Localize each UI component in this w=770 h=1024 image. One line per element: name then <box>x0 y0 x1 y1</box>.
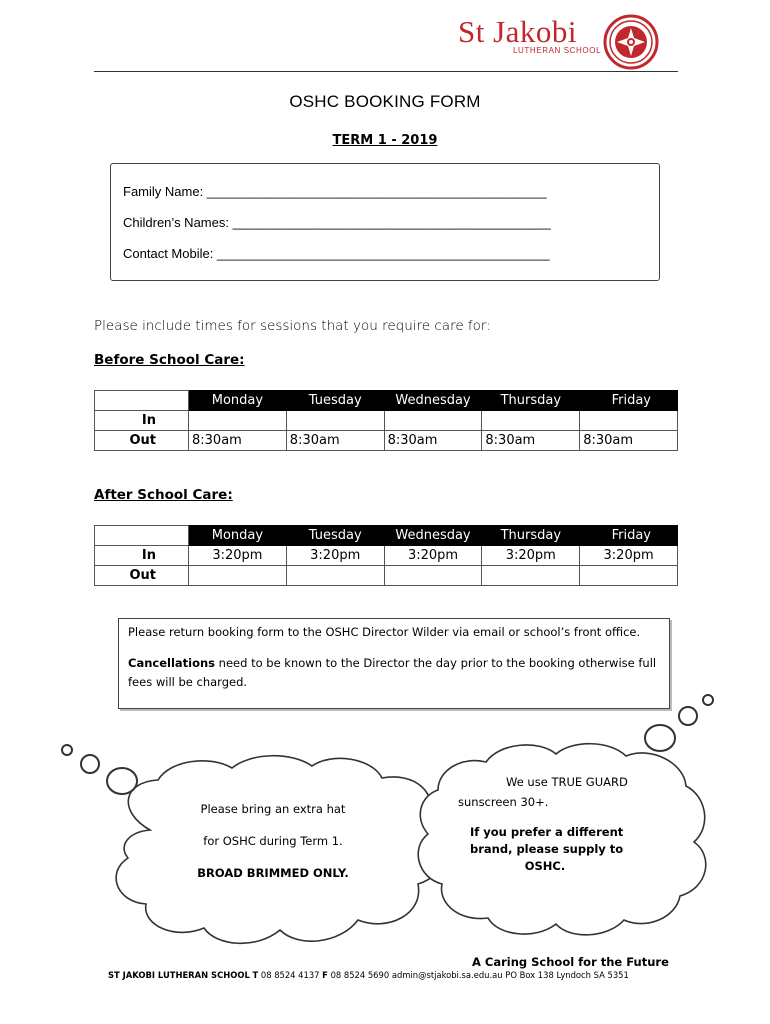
day-header: Tuesday <box>286 526 384 546</box>
before-school-title: Before School Care: <box>94 352 245 368</box>
instruction-text: Please include times for sessions that you require care for: <box>94 318 491 334</box>
contact-mobile-field[interactable]: Contact Mobile: ______________________________________________ <box>123 246 550 261</box>
return-instruction: Please return booking form to the OSHC Director Wilder via email or school’s front office. <box>128 625 641 639</box>
day-header: Monday <box>189 391 287 411</box>
time-cell[interactable]: 3:20pm <box>384 546 482 566</box>
cloud-left-line3: BROAD BRIMMED ONLY. <box>197 866 349 880</box>
time-cell[interactable]: 8:30am <box>384 431 482 451</box>
school-tagline: A Caring School for the Future <box>472 955 669 969</box>
after-school-title: After School Care: <box>94 487 233 503</box>
time-cell[interactable]: 8:30am <box>580 431 678 451</box>
footer-po-box: PO Box 138 Lyndoch SA 5351 <box>505 970 629 980</box>
time-cell[interactable]: 3:20pm <box>189 546 287 566</box>
cloud-right-line4: brand, please supply to <box>470 842 624 856</box>
time-cell[interactable]: 3:20pm <box>580 546 678 566</box>
cloud-right-line5: OSHC. <box>524 859 566 873</box>
form-title: OSHC BOOKING FORM <box>289 92 481 111</box>
day-header: Wednesday <box>384 391 482 411</box>
time-cell[interactable]: 8:30am <box>482 431 580 451</box>
term-heading: TERM 1 - 2019 <box>332 133 438 148</box>
row-label: In <box>95 411 189 431</box>
time-cell[interactable]: 8:30am <box>189 431 287 451</box>
day-header: Friday <box>580 391 678 411</box>
cloud-right-line2: sunscreen 30+. <box>458 795 549 809</box>
day-header: Thursday <box>482 391 580 411</box>
cloud-left-line1: Please bring an extra hat <box>200 802 346 816</box>
children-names-field[interactable]: Children’s Names: ____________________________________________ <box>123 215 551 230</box>
footer-school-name: ST JAKOBI LUTHERAN SCHOOL <box>108 970 250 980</box>
footer-phone[interactable]: 08 8524 4137 <box>260 970 320 980</box>
cloud-left-line2: for OSHC during Term 1. <box>203 834 343 848</box>
time-cell[interactable]: 3:20pm <box>482 546 580 566</box>
row-label: In <box>95 546 189 566</box>
family-name-field[interactable]: Family Name: _______________________________________________ <box>123 184 547 199</box>
left-cloud-shape <box>116 756 445 944</box>
cancellations-text: need to be known to the Director the day prior to the booking otherwise full <box>215 656 657 670</box>
row-label: Out <box>95 431 189 451</box>
cancellation-notice-line2: fees will be charged. <box>128 675 248 689</box>
footer-fax: 08 8524 5690 <box>330 970 390 980</box>
time-cell[interactable]: 3:20pm <box>286 546 384 566</box>
row-label: Out <box>95 566 189 586</box>
right-cloud-shape <box>418 744 706 935</box>
time-cell[interactable]: 8:30am <box>286 431 384 451</box>
footer-f-label: F <box>322 970 328 980</box>
day-header: Wednesday <box>384 526 482 546</box>
footer-t-label: T <box>252 970 259 980</box>
cloud-right-line1: We use TRUE GUARD <box>506 775 628 789</box>
cloud-right-line3: If you prefer a different <box>470 825 624 839</box>
day-header: Friday <box>580 526 678 546</box>
school-logo-text: St Jakobi <box>458 14 578 49</box>
footer-contact <box>108 970 629 980</box>
footer-email[interactable]: admin@stjakobi.sa.edu.au <box>391 970 503 980</box>
cancellations-label: Cancellations <box>128 656 216 670</box>
day-header: Monday <box>189 526 287 546</box>
school-logo-subtext: LUTHERAN SCHOOL <box>513 46 602 55</box>
day-header: Tuesday <box>286 391 384 411</box>
day-header: Thursday <box>482 526 580 546</box>
